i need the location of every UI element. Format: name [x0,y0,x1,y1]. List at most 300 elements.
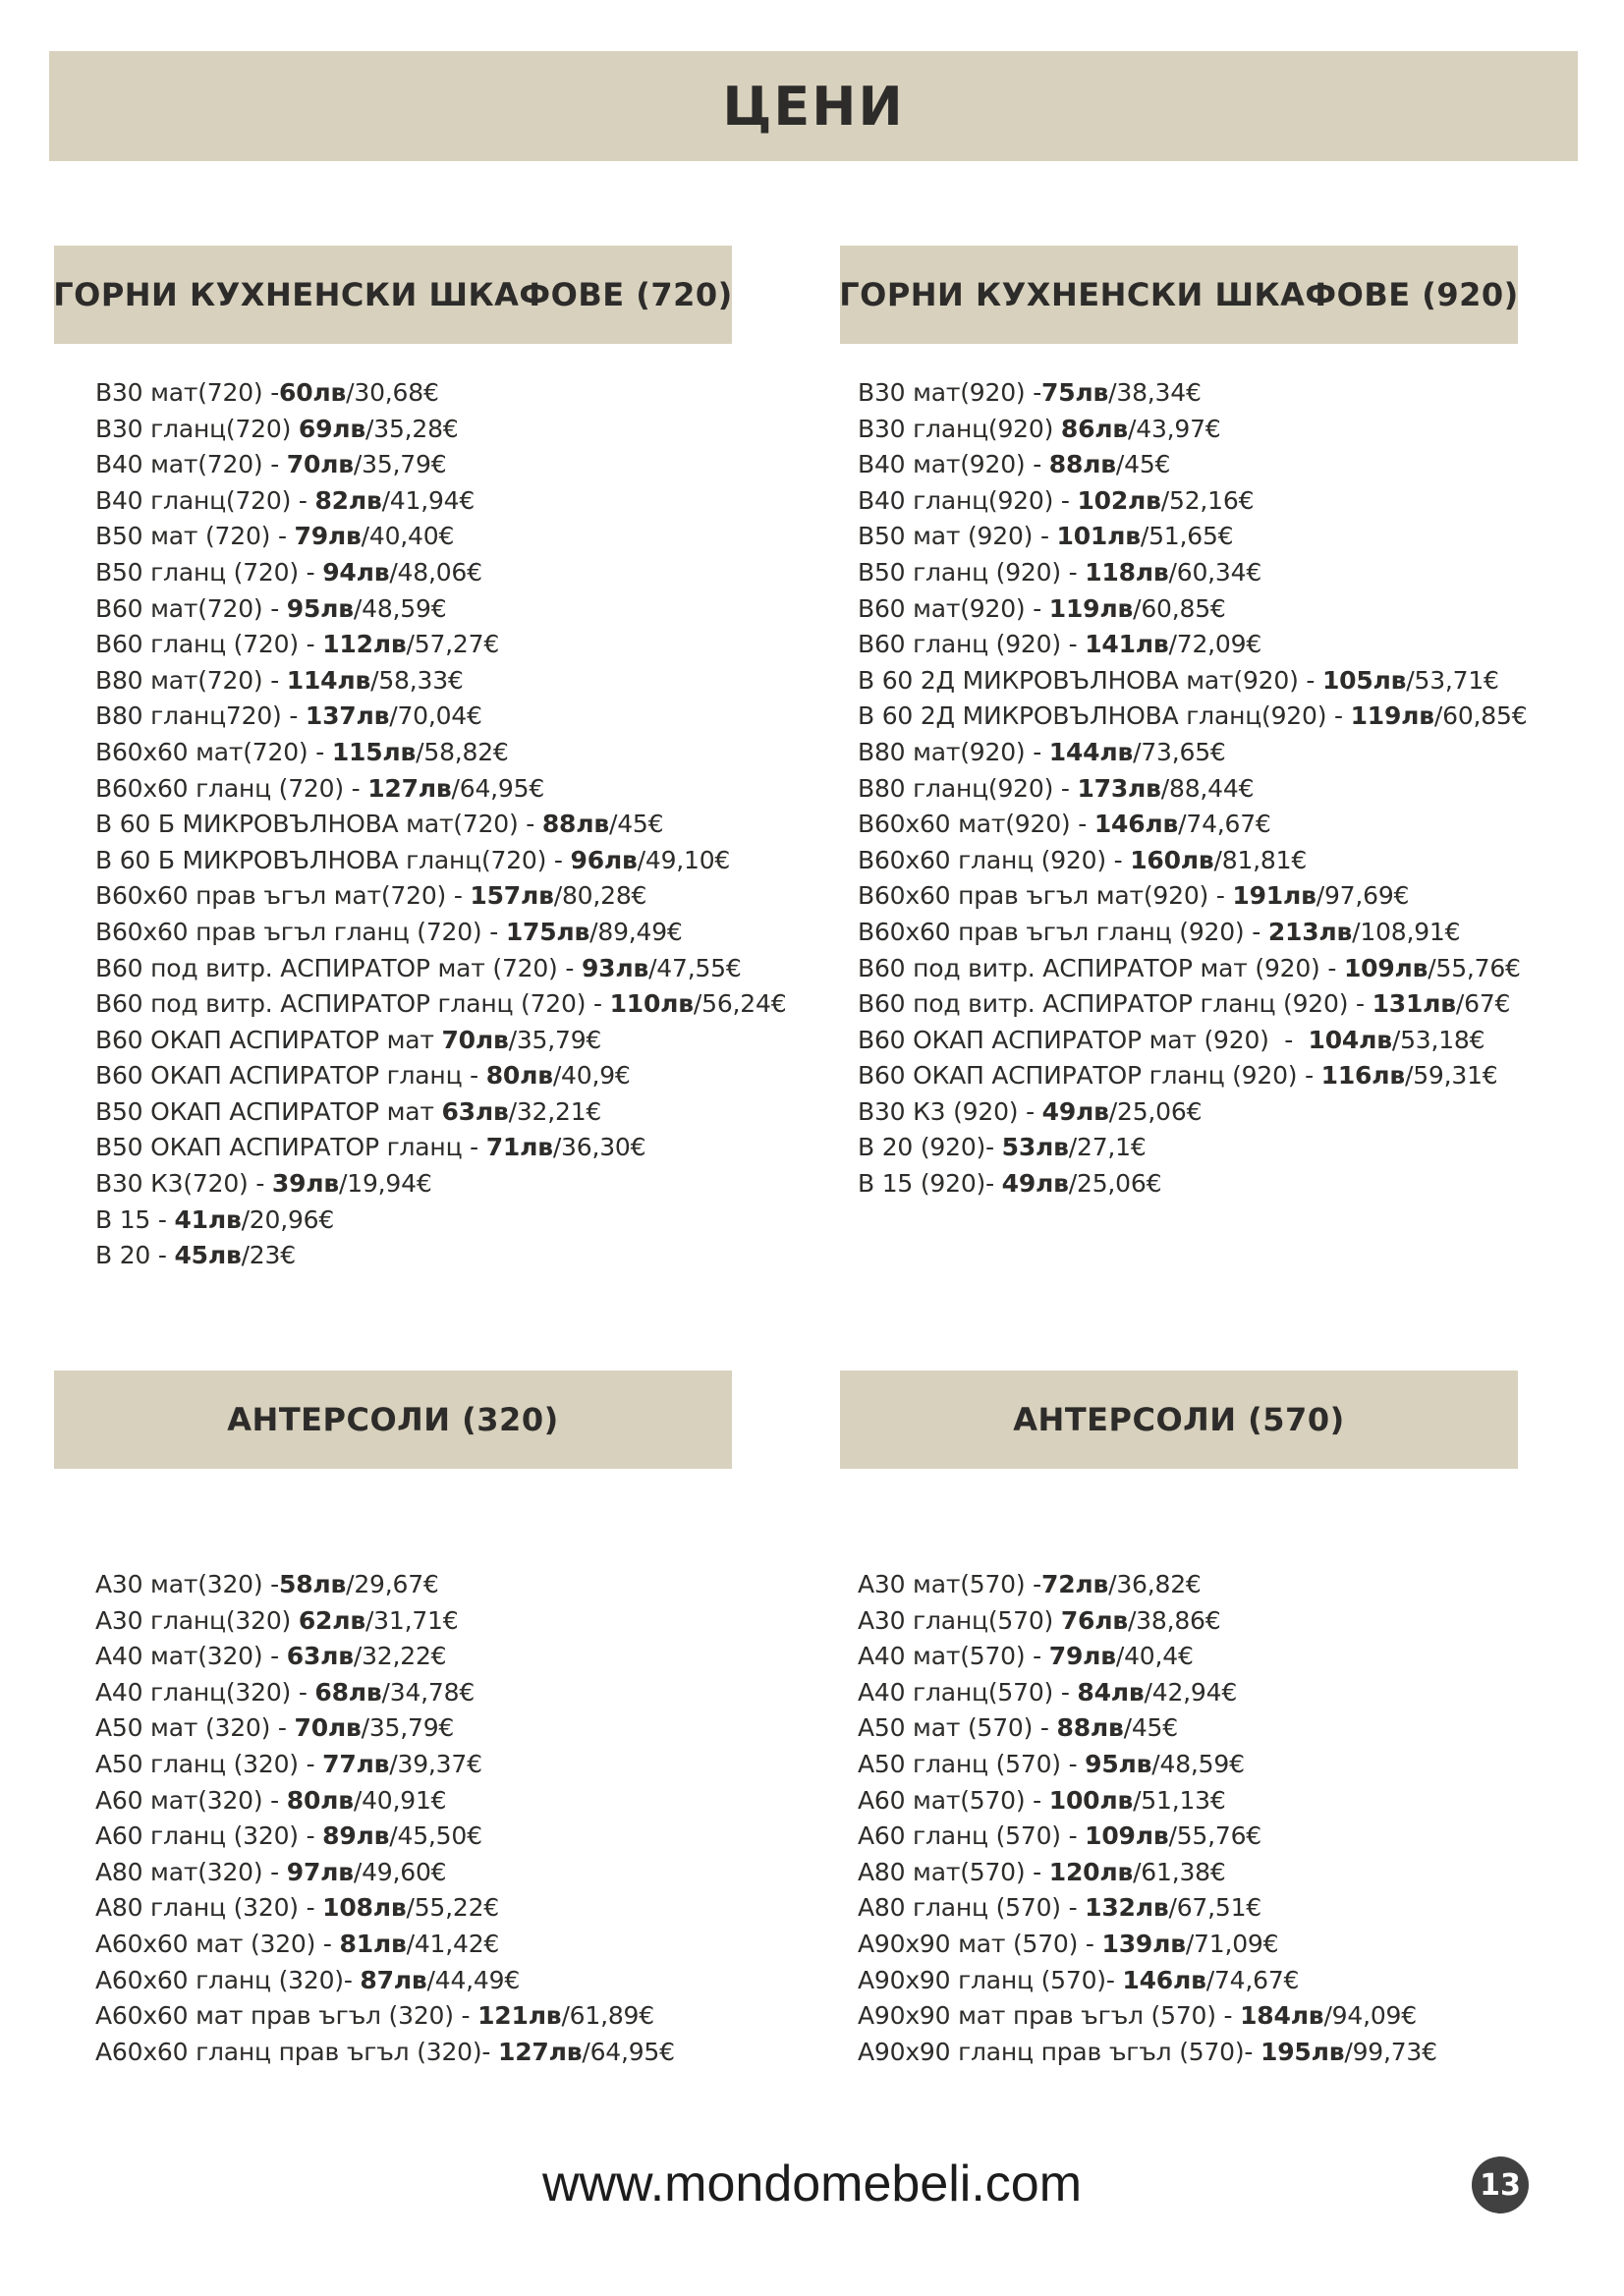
item-price-lv: 68лв [314,1677,382,1707]
item-price-eur: /38,86€ [1127,1605,1221,1635]
item-price-eur: /34,78€ [381,1677,476,1707]
price-list-item [95,1203,732,1239]
page-number: 13 [1480,2167,1521,2203]
item-price-eur: /49,10€ [637,845,731,874]
item-price-lv: 93лв [581,953,649,982]
item-price-lv: 70лв [294,1713,362,1743]
item-label: В60х60 гланц (720) - [95,773,368,803]
item-label: В60 под витр. АСПИРАТОР гланц (920) - [858,989,1372,1019]
price-list-item [95,412,732,448]
item-price-lv: 141лв [1085,630,1169,659]
item-price-eur: /41,42€ [406,1929,500,1958]
page-number-badge [1472,2156,1529,2213]
item-price-eur: /74,67€ [1178,810,1271,839]
item-price-lv: 79лв [1048,1642,1116,1671]
item-price-lv: 157лв [470,881,554,911]
price-list-item [858,663,1518,700]
price-list-item [858,1675,1518,1711]
item-label: В60 ОКАП АСПИРАТОР гланц (920) - [858,1061,1321,1091]
price-list-item [95,951,742,987]
price-list-item [95,1963,732,1999]
item-price-lv: 88лв [1056,1713,1124,1743]
price-list-item [95,1567,732,1603]
item-price-eur: /55,22€ [406,1893,499,1923]
price-list-item [858,591,1518,628]
price-list-item [95,591,732,628]
item-price-eur: /32,21€ [508,1096,602,1126]
item-label: А80 мат(570) - [858,1857,1049,1886]
item-price-eur: /45,50€ [389,1821,482,1851]
item-price-eur: /57,27€ [406,630,500,659]
item-price-lv: 82лв [314,485,382,515]
item-price-lv: 109лв [1343,953,1428,982]
item-price-lv: 195лв [1260,2037,1345,2066]
price-list-item [95,2035,732,2071]
item-price-lv: 146лв [1093,810,1179,839]
price-list-920 [840,375,1528,1203]
item-price-eur: /45€ [1123,1713,1178,1743]
item-label: В80 гланц(920) - [858,773,1078,803]
item-price-lv: 45лв [174,1241,242,1270]
section-title: АНТЕРСОЛИ (570) [1013,1401,1345,1438]
section-antresoli-570 [840,1371,1518,2070]
item-label: В 20 - [95,1241,175,1270]
item-label: А90х90 мат прав ъгъл (570) - [858,2001,1241,2031]
item-price-lv: 213лв [1267,917,1353,946]
item-price-eur: /51,13€ [1133,1785,1226,1815]
item-label: А40 мат(320) - [95,1642,287,1671]
section-header-720 [54,246,732,344]
price-list-item [858,1747,1518,1783]
item-price-lv: 41лв [174,1204,242,1234]
item-price-eur: /64,95€ [451,773,545,803]
price-list-item [95,1819,732,1855]
price-list-item [95,1747,732,1783]
item-label: В30 гланц(720) [95,414,299,443]
item-price-eur: /70,04€ [389,701,482,731]
price-list-item [858,1710,1518,1747]
item-price-lv: 127лв [498,2037,583,2066]
item-label: А60х60 мат (320) - [95,1929,340,1958]
price-list-item [95,699,732,735]
price-list-item [858,1927,1518,1963]
item-price-lv: 173лв [1077,773,1161,803]
item-price-eur: /45€ [1115,450,1171,479]
item-price-lv: 76лв [1060,1605,1128,1635]
item-price-eur: /27,1€ [1068,1133,1147,1162]
section-header-320 [54,1371,732,1469]
price-list-item [95,1855,732,1891]
item-label: А60х60 мат прав ъгъл (320) - [95,2001,478,2031]
item-price-lv: 109лв [1085,1821,1169,1851]
item-price-lv: 95лв [286,593,354,623]
item-label: В60х60 мат(920) - [858,810,1094,839]
price-list-item [858,1130,1518,1166]
website-url: www.mondomebeli.com [541,2156,1083,2212]
item-label: В50 мат (720) - [95,522,295,551]
section-title: ГОРНИ КУХНЕНСКИ ШКАФОВЕ (920) [839,276,1519,313]
item-price-lv: 100лв [1048,1785,1134,1815]
price-list-item [858,915,1518,951]
item-price-eur: /35,79€ [361,1713,455,1743]
price-list-item [95,1998,732,2035]
item-label: А30 гланц(320) [95,1605,299,1635]
price-list-item [858,2035,1518,2071]
item-label: В40 мат(720) - [95,450,287,479]
price-list-item [858,1783,1518,1820]
item-price-eur: /51,65€ [1140,522,1234,551]
price-list-item [95,1130,732,1166]
price-list-item [95,915,732,951]
item-price-eur: /73,65€ [1133,737,1226,766]
item-price-lv: 119лв [1350,701,1434,731]
item-label: В40 мат(920) - [858,450,1049,479]
item-price-lv: 175лв [505,917,590,946]
page-footer [0,2147,1624,2245]
item-label: В60х60 мат(720) - [95,737,332,766]
price-list-item [95,1927,732,1963]
item-price-eur: /39,37€ [389,1749,482,1778]
price-list-item [95,447,732,483]
item-price-lv: 132лв [1085,1893,1169,1923]
item-label: В 60 2Д МИКРОВЪЛНОВА гланц(920) - [858,701,1351,731]
item-price-eur: /40,91€ [353,1785,447,1815]
page-title: ЦЕНИ [722,75,905,138]
item-price-lv: 88лв [1048,450,1116,479]
item-price-eur: /44,49€ [426,1965,521,1994]
item-price-eur: /35,79€ [353,450,447,479]
item-label: А50 гланц (320) - [95,1749,323,1778]
item-label: В 20 (920)- [858,1133,1002,1162]
item-price-eur: /61,38€ [1133,1857,1226,1886]
item-price-eur: /45€ [608,810,664,839]
item-label: В60 мат(920) - [858,593,1049,623]
item-label: В60 под витр. АСПИРАТОР гланц (720) - [95,989,610,1019]
item-price-lv: 110лв [609,989,694,1019]
item-label: А50 гланц (570) - [858,1749,1086,1778]
item-label: В60 под витр. АСПИРАТОР мат (920) - [858,953,1344,982]
item-label: В50 гланц (720) - [95,557,323,587]
item-price-lv: 115лв [331,737,417,766]
item-price-eur: /58,82€ [416,737,509,766]
item-label: А50 мат (570) - [858,1713,1057,1743]
item-label: А30 мат(320) - [95,1570,279,1598]
item-label: В80 гланц720) - [95,701,306,731]
item-label: В50 ОКАП АСПИРАТОР гланц - [95,1133,486,1162]
item-price-lv: 101лв [1056,522,1141,551]
item-label: В 60 Б МИКРОВЪЛНОВА гланц(720) - [95,845,571,874]
price-list-item [858,1963,1518,1999]
price-list-item [95,807,732,843]
price-list-item [95,1603,732,1640]
item-price-lv: 49лв [1001,1169,1069,1199]
item-price-eur: /42,94€ [1144,1677,1238,1707]
item-price-eur: /48,59€ [1151,1749,1245,1778]
item-label: В60 гланц (920) - [858,630,1086,659]
item-label: В60 под витр. АСПИРАТОР мат (720) - [95,953,582,982]
item-price-eur: /60,34€ [1168,557,1262,587]
item-price-eur: /29,67€ [346,1570,439,1598]
price-list-item [95,555,732,591]
price-list-item [95,1890,732,1927]
item-price-eur: /97,69€ [1316,881,1410,911]
item-price-lv: 80лв [485,1061,553,1091]
item-price-lv: 104лв [1308,1025,1392,1054]
item-price-lv: 58лв [279,1570,347,1598]
item-label: В 15 - [95,1204,175,1234]
price-list-720 [54,375,787,1274]
item-price-lv: 112лв [322,630,407,659]
item-price-lv: 86лв [1060,414,1129,443]
item-price-eur: /52,16€ [1160,485,1255,515]
item-price-lv: 95лв [1085,1749,1152,1778]
item-price-lv: 63лв [286,1642,354,1671]
price-list-item [95,878,732,915]
price-list-item [858,1639,1518,1675]
price-list-item [858,412,1518,448]
price-list-item [95,1238,732,1274]
item-price-lv: 114лв [286,665,371,695]
item-label: В80 мат(720) - [95,665,287,695]
item-price-eur: /60,85€ [1133,593,1226,623]
item-price-lv: 146лв [1122,1965,1206,1994]
item-label: В60х60 прав ъгъл мат(920) - [858,881,1233,911]
item-label: А90х90 гланц прав ъгъл (570)- [858,2037,1261,2066]
price-list-item [95,1058,732,1094]
price-list-item [858,1603,1518,1640]
item-price-lv: 69лв [298,414,366,443]
item-price-lv: 53лв [1001,1133,1069,1162]
item-price-eur: /36,30€ [552,1133,646,1162]
price-list-570 [840,1567,1518,2070]
item-label: В30 гланц(920) [858,414,1061,443]
price-list-item [858,1855,1518,1891]
item-price-lv: 88лв [541,810,609,839]
item-price-eur: /56,24€ [693,989,787,1019]
item-price-lv: 121лв [477,2001,562,2031]
item-price-lv: 71лв [485,1133,553,1162]
item-label: В30 К3(720) - [95,1169,272,1199]
item-label: А30 мат(570) - [858,1570,1041,1598]
item-label: А60х60 гланц (320)- [95,1965,361,1994]
price-list-item [95,1166,732,1203]
item-price-eur: /88,44€ [1160,773,1255,803]
price-list-item [858,483,1518,520]
item-label: В60 ОКАП АСПИРАТОР мат (920) - [858,1025,1309,1054]
item-label: В60 мат(720) - [95,593,287,623]
price-list-item [95,843,732,879]
price-list-item [858,1023,1518,1059]
item-label: В 60 2Д МИКРОВЪЛНОВА мат(920) - [858,665,1322,695]
item-label: В50 мат (920) - [858,522,1057,551]
price-list-item [858,878,1518,915]
item-price-lv: 127лв [367,773,452,803]
item-label: А90х90 мат (570) - [858,1929,1102,1958]
section-upper-cabinets-920 [839,246,1528,1203]
item-price-lv: 84лв [1077,1677,1145,1707]
item-label: В60х60 прав ъгъл гланц (720) - [95,917,506,946]
price-list-item [858,1166,1518,1203]
item-label: А40 гланц(320) - [95,1677,315,1707]
item-price-lv: 49лв [1041,1096,1109,1126]
item-price-eur: /89,49€ [589,917,683,946]
item-price-eur: /40,40€ [361,522,455,551]
price-list-item [95,663,732,700]
item-label: А40 мат(570) - [858,1642,1049,1671]
item-label: В60 ОКАП АСПИРАТОР мат [95,1025,442,1054]
item-price-lv: 81лв [339,1929,407,1958]
item-price-eur: /58,33€ [370,665,464,695]
item-price-lv: 105лв [1321,665,1407,695]
item-price-eur: /60,85€ [1433,701,1528,731]
item-price-eur: /80,28€ [553,881,647,911]
item-price-lv: 87лв [360,1965,427,1994]
price-list-item [858,1058,1518,1094]
item-price-lv: 108лв [322,1893,407,1923]
item-price-eur: /25,06€ [1068,1169,1162,1199]
item-price-eur: /59,31€ [1405,1061,1498,1091]
item-label: В 60 Б МИКРОВЪЛНОВА мат(720) - [95,810,542,839]
item-price-eur: /55,76€ [1428,953,1521,982]
item-label: В30 мат(920) - [858,378,1042,407]
item-price-lv: 102лв [1077,485,1161,515]
item-label: А30 гланц(570) [858,1605,1061,1635]
price-list-item [95,1783,732,1820]
price-list-item [858,699,1528,735]
item-label: В50 ОКАП АСПИРАТОР мат [95,1096,442,1126]
item-price-lv: 80лв [286,1785,354,1815]
item-label: В60 гланц (720) - [95,630,323,659]
price-list-item [858,843,1518,879]
item-price-lv: 79лв [294,522,362,551]
item-label: В80 мат(920) - [858,737,1049,766]
item-price-eur: /48,06€ [389,557,482,587]
price-list-item [95,1094,732,1131]
item-price-lv: 191лв [1232,881,1316,911]
price-list-320 [54,1567,732,2070]
item-label: В40 гланц(920) - [858,485,1078,515]
item-price-eur: /94,09€ [1323,2001,1417,2031]
item-price-eur: /35,79€ [508,1025,602,1054]
item-label: В50 гланц (920) - [858,557,1086,587]
price-list-item [858,1890,1518,1927]
item-price-lv: 131лв [1372,989,1456,1019]
item-price-eur: /99,73€ [1344,2037,1437,2066]
price-list-item [858,627,1518,663]
section-title: АНТЕРСОЛИ (320) [227,1401,559,1438]
item-price-eur: /64,95€ [582,2037,675,2066]
item-price-eur: /36,82€ [1108,1570,1202,1598]
section-upper-cabinets-720 [53,246,787,1274]
item-price-eur: /72,09€ [1168,630,1262,659]
item-price-eur: /20,96€ [241,1204,335,1234]
item-price-eur: /40,9€ [552,1061,631,1091]
item-price-lv: 60лв [279,378,347,407]
price-list-item [95,483,732,520]
item-price-eur: /81,81€ [1213,845,1308,874]
item-price-eur: /40,4€ [1115,1642,1194,1671]
page-title-banner [49,51,1578,161]
item-price-eur: /25,06€ [1108,1096,1203,1126]
price-list-item [95,1710,732,1747]
section-header-570 [840,1371,1518,1469]
item-price-lv: 72лв [1041,1570,1109,1598]
item-price-lv: 39лв [271,1169,340,1199]
item-price-eur: /61,89€ [561,2001,654,2031]
item-price-eur: /48,59€ [353,593,447,623]
item-label: В60х60 прав ъгъл мат(720) - [95,881,471,911]
price-list-item [858,1819,1518,1855]
item-price-lv: 184лв [1240,2001,1324,2031]
item-price-eur: /32,22€ [353,1642,447,1671]
item-label: А50 мат (320) - [95,1713,295,1743]
item-price-eur: /30,68€ [346,378,439,407]
item-price-lv: 70лв [441,1025,509,1054]
item-price-lv: 70лв [286,450,354,479]
item-label: А60 гланц (320) - [95,1821,323,1851]
price-list-item [95,375,732,412]
item-label: А80 гланц (320) - [95,1893,323,1923]
item-price-eur: /49,60€ [353,1857,447,1886]
item-price-eur: /35,28€ [365,414,459,443]
item-price-lv: 75лв [1041,378,1109,407]
section-antresoli-320 [54,1371,732,2070]
price-list-item [858,555,1518,591]
item-price-eur: /74,67€ [1205,1965,1300,1994]
item-price-lv: 119лв [1048,593,1134,623]
price-list-item [95,771,732,808]
price-list-item [95,986,787,1023]
price-list-item [858,1094,1518,1131]
section-title: ГОРНИ КУХНЕНСКИ ШКАФОВЕ (720) [53,276,733,313]
item-price-eur: /108,91€ [1352,917,1461,946]
item-label: А40 гланц(570) - [858,1677,1078,1707]
item-price-lv: 139лв [1101,1929,1186,1958]
item-price-eur: /53,71€ [1406,665,1499,695]
item-price-eur: /53,18€ [1391,1025,1485,1054]
item-label: В30 мат(720) - [95,378,280,407]
price-list-item [95,519,732,555]
item-price-eur: /71,09€ [1185,1929,1279,1958]
price-list-item [95,1023,732,1059]
item-price-lv: 63лв [441,1096,509,1126]
item-label: А60 мат(320) - [95,1785,287,1815]
section-header-920 [840,246,1518,344]
item-label: В60 ОКАП АСПИРАТОР гланц - [95,1061,486,1091]
item-price-lv: 118лв [1085,557,1169,587]
item-price-lv: 77лв [322,1749,390,1778]
price-list-item [95,627,732,663]
item-price-lv: 96лв [570,845,638,874]
price-list-item [858,375,1518,412]
item-price-lv: 89лв [322,1821,390,1851]
price-list-item [858,807,1518,843]
item-label: А80 мат(320) - [95,1857,287,1886]
item-label: А60 мат(570) - [858,1785,1049,1815]
item-label: В 15 (920)- [858,1169,1002,1199]
item-price-lv: 94лв [322,557,390,587]
item-price-lv: 116лв [1320,1061,1405,1091]
item-price-lv: 62лв [298,1605,365,1635]
price-list-item [858,1998,1518,2035]
price-list-item [95,735,732,771]
item-price-eur: /23€ [241,1241,296,1270]
price-list-item [858,447,1518,483]
item-label: В30 К3 (920) - [858,1096,1042,1126]
item-price-eur: /55,76€ [1168,1821,1261,1851]
price-list-item [858,519,1518,555]
price-list-item [858,735,1518,771]
